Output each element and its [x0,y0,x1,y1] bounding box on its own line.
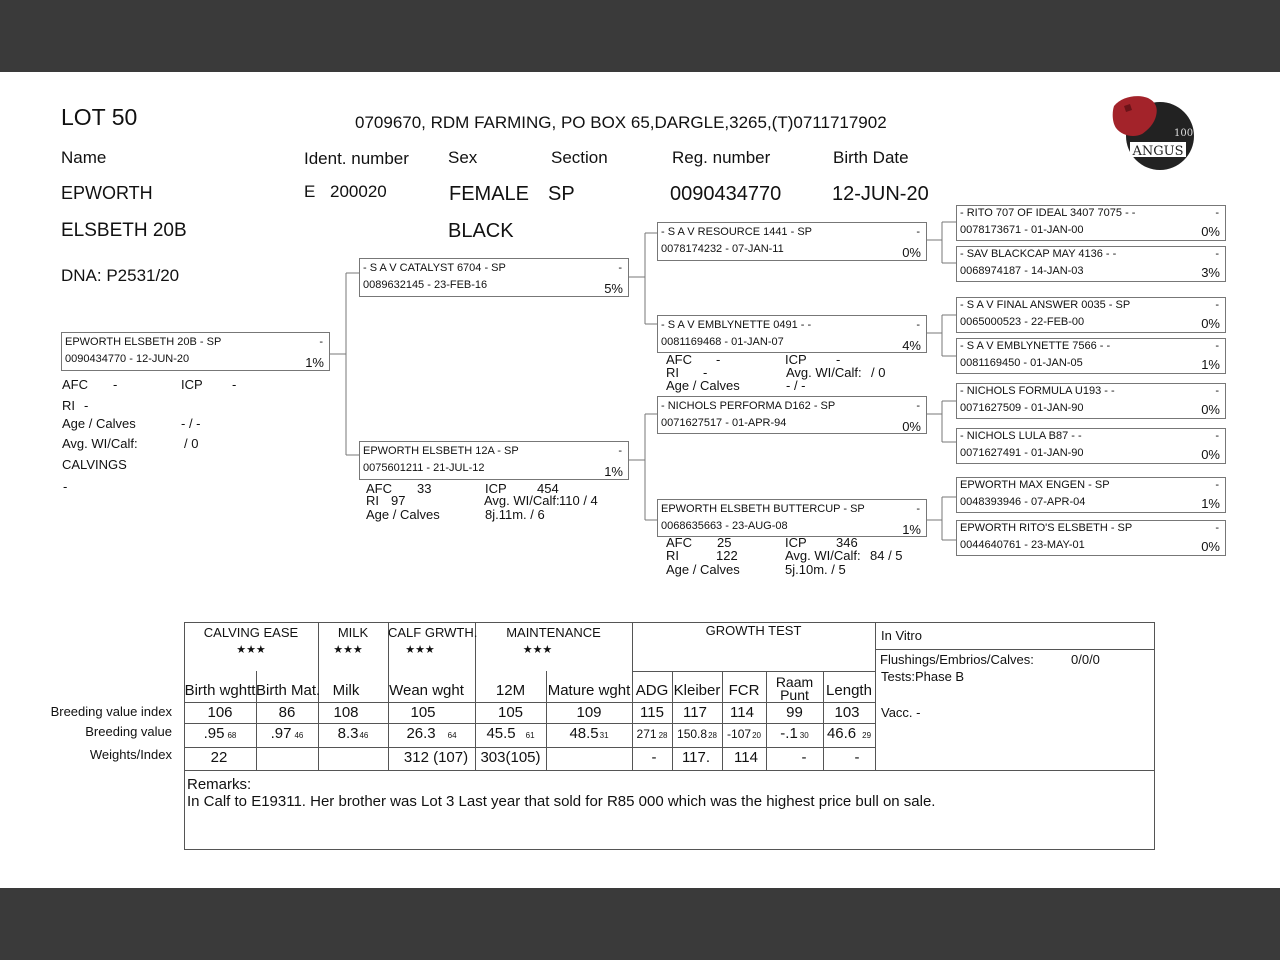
col-mature-weight: Mature wght [547,682,631,699]
weight-cell: - [854,749,860,766]
box-dash: - [319,336,323,348]
bv-value: 150.8 [677,727,708,741]
col-raam: Raam [775,674,814,690]
header-birth: Birth Date [833,148,909,167]
bvi-cell: 105 [497,704,524,721]
bv-cell [184,726,256,742]
dam-age: 8j.11m. / 6 [485,507,545,522]
dam-icp-label: ICP [485,481,507,496]
subject-icp-label: ICP [181,377,203,392]
bv-accuracy: 46 [294,731,304,740]
box-name: - SAV BLACKCAP MAY 4136 - - [960,248,1117,260]
bv-accuracy: 30 [799,731,809,740]
box-id: 0071627509 - 01-JAN-90 [960,402,1084,414]
gp4-ri: 122 [716,548,738,563]
flushings-value: 0/0/0 [1071,652,1100,667]
bv-accuracy: 61 [525,731,535,740]
box-dash: - [1215,522,1219,534]
weight-cell: - [651,749,657,766]
dam-wi-label: Avg. WI/Calf: [484,493,560,508]
group-maintenance: MAINTENANCE [506,625,601,640]
col-kleiber: Kleiber [673,682,721,699]
bvi-cell: 108 [333,704,359,721]
animal-name-1: EPWORTH [61,183,153,203]
box-id: 0068635663 - 23-AUG-08 [661,520,788,532]
weight-cell: - [801,749,807,766]
gp4-age-label: Age / Calves [666,562,740,577]
box-name: - S A V FINAL ANSWER 0035 - SP [960,299,1131,311]
dna-value: DNA: P2531/20 [61,266,180,285]
box-id: 0071627517 - 01-APR-94 [661,417,787,429]
gp2-afc-label: AFC [666,352,692,367]
bvi-cell: 103 [834,704,860,721]
catalog-page [0,72,1280,888]
header-sex: Sex [448,148,478,167]
lot-number: LOT 50 [61,104,138,130]
col-birth-weight: Birth wghtt [184,682,256,699]
subject-ri: - [84,398,89,413]
bv-value: .97 [270,725,292,742]
group-growth-test: GROWTH TEST [705,623,802,638]
gp4-icp: 346 [836,535,858,550]
bv-accuracy: 20 [752,731,761,740]
bv-value: 48.5 [569,725,599,742]
box-name: - S A V EMBLYNETTE 7566 - - [960,340,1111,352]
bv-accuracy: 29 [862,731,872,740]
bv-value: 271 [636,727,657,741]
bv-cell [256,726,318,742]
box-id: 0065000523 - 22-FEB-00 [960,316,1085,328]
header-reg: Reg. number [672,148,771,167]
box-name: - NICHOLS PERFORMA D162 - SP [661,400,836,412]
row-label-bvi: Breeding value index [50,704,172,719]
box-dash: - [916,319,920,331]
subject-afc: - [113,377,118,392]
weight-cell: 114 [734,749,758,766]
stars-maintenance: ★★★ [522,644,553,656]
bv-cell [475,726,546,742]
stars-calf-growth: ★★★ [405,644,435,656]
section-value: SP [548,183,575,205]
group-calf-growth: CALF GRWTH. [388,625,478,640]
box-name: - NICHOLS FORMULA U193 - - [960,385,1115,397]
box-id: 0075601211 - 21-JUL-12 [363,462,485,474]
gp2-age-label: Age / Calves [666,378,740,393]
bv-value: 46.6 [826,725,857,742]
bv-accuracy: 46 [359,731,369,740]
row-label-weights: Weights/Index [89,747,172,762]
seller-info: 0709670, RDM FARMING, PO BOX 65,DARGLE,3265,(T)0711717902 [355,113,887,132]
box-dash: - [618,445,622,457]
dam-ri: 97 [391,493,406,508]
dam-icp: 454 [537,481,559,496]
box-id: 0078174232 - 07-JAN-11 [661,243,784,255]
box-name: EPWORTH MAX ENGEN - SP [960,479,1110,491]
weight-cell: 303(105) [480,749,541,766]
col-wean-weight: Wean wght [389,682,464,699]
bv-value: .95 [203,725,225,742]
bvi-cell: 105 [410,704,436,721]
dam-afc-label: AFC [366,481,392,496]
box-id: 0081169450 - 01-JAN-05 [960,357,1083,369]
gp2-ri: - [703,365,708,380]
box-pct: 0% [1201,224,1220,239]
box-pct: 3% [1201,265,1220,280]
subject-ri-label: RI [62,398,75,413]
subject-afc-label: AFC [62,377,88,392]
stars-calving: ★★★ [236,644,266,656]
tests-label: Tests:Phase B [881,669,965,684]
top-dark-band [0,0,1280,72]
box-name: - RITO 707 OF IDEAL 3407 7075 - - [960,207,1136,219]
subject-wi-label: Avg. WI/Calf: [62,436,138,451]
birth-value: 12-JUN-20 [832,183,929,205]
bv-value: 8.3 [337,725,359,742]
box-pct: 1% [902,522,921,537]
header-section: Section [551,148,608,167]
gp2-icp: - [836,352,841,367]
weight-cell: 117. [681,749,711,766]
bv-value: -.1 [780,725,798,742]
box-dash: - [618,262,622,274]
bvi-cell: 117 [683,704,707,721]
bv-cell [318,726,388,742]
bv-value: 45.5 [486,725,516,742]
box-dash: - [1215,248,1219,260]
box-pct: 0% [902,245,921,260]
box-pct: 1% [604,464,623,479]
box-id: 0044640761 - 23-MAY-01 [960,539,1085,551]
bv-accuracy: 28 [658,731,668,740]
box-pct: 0% [1201,539,1220,554]
gp4-wi-label: Avg. WI/Calf: [785,548,861,563]
bv-accuracy: 31 [599,731,609,740]
bvi-cell: 99 [786,704,803,721]
ident-number: 200020 [330,182,387,201]
flushings-label: Flushings/Embrios/Calves: [880,652,1034,667]
box-dash: - [1215,299,1219,311]
bv-cell [388,726,475,742]
subject-icp: - [232,377,237,392]
box-dash: - [1215,340,1219,352]
box-dash: - [916,400,920,412]
bv-value: -107 [727,727,752,741]
bvi-cell: 115 [640,704,664,721]
box-id: 0071627491 - 01-JAN-90 [960,447,1084,459]
reg-value: 0090434770 [670,183,782,205]
box-id: 0078173671 - 01-JAN-00 [960,224,1084,236]
box-name: EPWORTH ELSBETH 12A - SP [363,445,519,457]
in-vitro-label: In Vitro [881,628,922,643]
gp2-age: - / - [786,378,806,393]
sex-value: FEMALE [449,183,530,205]
gp4-afc: 25 [717,535,732,550]
dam-ri-label: RI [366,493,379,508]
header-name: Name [61,148,107,167]
breeding-table-grid [0,72,1280,888]
bv-cell [672,726,722,742]
gp2-icp-label: ICP [785,352,807,367]
bvi-cell: 109 [576,704,602,721]
gp4-wi: 84 / 5 [870,548,903,563]
vacc-label: Vacc. - [881,705,921,720]
weight-cell: 22 [210,749,228,766]
bv-cell [766,726,823,742]
bv-cell [632,726,672,742]
dam-afc: 33 [417,481,432,496]
box-id: 0090434770 - 12-JUN-20 [65,353,190,365]
box-dash: - [916,503,920,515]
col-milk: Milk [332,682,360,699]
bv-cell [823,726,875,742]
dam-age-label: Age / Calves [366,507,440,522]
box-pct: 0% [1201,447,1220,462]
col-birth-mat: Birth Mat. [256,682,321,699]
col-punt: Punt [780,687,809,703]
bvi-cell: 114 [730,704,754,721]
group-calving-ease: CALVING EASE [203,625,299,640]
box-id: 0068974187 - 14-JAN-03 [960,265,1084,277]
box-pct: 0% [1201,402,1220,417]
box-name: - S A V EMBLYNETTE 0491 - - [661,319,812,331]
subject-age: - / - [181,416,201,431]
box-pct: 4% [902,338,921,353]
box-pct: 5% [604,281,623,296]
box-name: - S A V RESOURCE 1441 - SP [661,226,813,238]
col-length: Length [826,682,872,699]
box-pct: 0% [902,419,921,434]
subject-age-label: Age / Calves [62,416,136,431]
gp4-age: 5j.10m. / 5 [785,562,846,577]
box-id: 0048393946 - 07-APR-04 [960,496,1086,508]
box-pct: 1% [305,355,324,370]
gp2-afc: - [716,352,721,367]
box-name: EPWORTH ELSBETH 20B - SP [65,336,222,348]
ident-prefix: E [304,182,316,201]
subject-calvings-label: CALVINGS [62,457,127,472]
box-dash: - [916,226,920,238]
bv-cell [546,726,632,742]
gp4-icp-label: ICP [785,535,807,550]
svg-text:ANGUS: ANGUS [1132,144,1184,159]
subject-wi: / 0 [184,436,199,451]
box-pct: 1% [1201,357,1220,372]
gp4-ri-label: RI [666,548,679,563]
header-ident: Ident. number [304,149,409,168]
stars-milk: ★★★ [333,644,363,656]
gp4-afc-label: AFC [666,535,692,550]
col-adg: ADG [635,682,669,699]
row-label-bv: Breeding value [85,724,172,739]
remarks-text: In Calf to E19311. Her brother was Lot 3 Last year that sold for R85 000 which was the highest price bull on sale. [187,793,936,810]
bv-accuracy: 68 [227,731,237,740]
box-pct: 1% [1201,496,1220,511]
bv-accuracy: 28 [708,731,717,740]
dam-wi: 110 / 4 [559,493,598,508]
box-id: 0089632145 - 23-FEB-16 [363,279,488,291]
bv-cell [722,726,766,742]
remarks-label: Remarks: [187,776,252,793]
box-name: EPWORTH RITO'S ELSBETH - SP [960,522,1133,534]
gp2-wi-label: Avg. WI/Calf: [786,365,862,380]
box-dash: - [1215,385,1219,397]
col-12m: 12M [495,682,526,699]
animal-name-2: ELSBETH 20B [61,220,187,241]
box-id: 0081169468 - 01-JAN-07 [661,336,784,348]
weight-cell: 312 (107) [403,749,469,766]
bvi-cell: 86 [278,704,296,721]
box-name: - NICHOLS LULA B87 - - [960,430,1082,442]
box-name: EPWORTH ELSBETH BUTTERCUP - SP [661,503,865,515]
box-dash: - [1215,207,1219,219]
bvi-cell: 106 [207,704,233,721]
color-value: BLACK [448,220,514,242]
col-fcr: FCR [728,682,760,699]
subject-calvings-value: - [63,479,68,494]
box-pct: 0% [1201,316,1220,331]
box-dash: - [1215,479,1219,491]
bottom-dark-band [0,888,1280,960]
box-name: - S A V CATALYST 6704 - SP [363,262,506,274]
bv-accuracy: 64 [447,731,457,740]
gp2-ri-label: RI [666,365,679,380]
svg-text:100: 100 [1174,128,1194,139]
bv-value: 26.3 [406,725,436,742]
gp2-wi: / 0 [871,365,886,380]
group-milk: MILK [337,625,369,640]
box-dash: - [1215,430,1219,442]
